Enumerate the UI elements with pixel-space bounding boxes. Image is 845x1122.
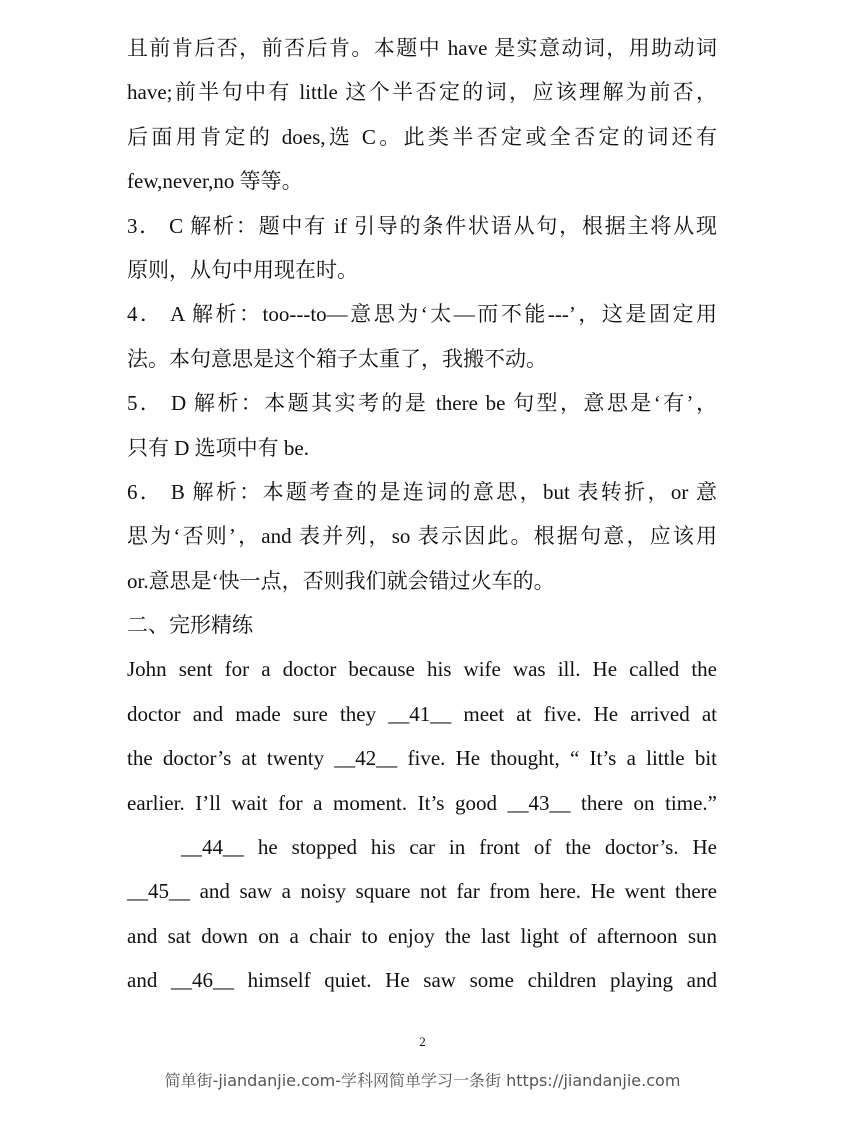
text-line: 原则，从句中用现在时。 xyxy=(127,257,358,282)
passage-line: John sent for a doctor because his wife was ill. He called the xyxy=(127,657,717,682)
section-heading: 二、完形精练 xyxy=(127,613,253,638)
text-line: 法。本句意思是这个箱子太重了，我搬不动。 xyxy=(127,346,547,371)
answer-6: 6． B 解析：本题考查的是连词的意思，but 表转折，or 意 xyxy=(127,479,717,504)
footer-watermark: 简单街-jiandanjie.com-学科网简单学习一条街 https://jiandanjie.com xyxy=(164,1071,681,1090)
passage-line: earlier. I’ll wait for a moment. It’s good __43__ there on time.” xyxy=(127,790,717,815)
text-line: 只有 D 选项中有 be. xyxy=(127,435,309,460)
page-number: 2 xyxy=(419,1034,426,1049)
text-line: or.意思是‘快一点，否则我们就会错过火车的。 xyxy=(127,568,555,593)
passage-line: doctor and made sure they __41__ meet at five. He arrived at xyxy=(127,701,717,726)
document-page xyxy=(127,26,717,1003)
text-line: have;前半句中有 little 这个半否定的词，应该理解为前否， xyxy=(127,80,717,105)
passage-line: the doctor’s at twenty __42__ five. He thought, “ It’s a little bit xyxy=(127,746,717,771)
text-line: 且前肯后否，前否后肯。本题中 have 是实意动词，用助动词 xyxy=(127,36,717,60)
passage-line: __44__ he stopped his car in front of the doctor’s. He xyxy=(181,835,717,860)
text-line: few,never,no 等等。 xyxy=(127,169,303,194)
text-line: 后面用肯定的 does,选 C。此类半否定或全否定的词还有 xyxy=(127,124,717,149)
answer-5: 5． D 解析：本题其实考的是 there be 句型，意思是‘有’， xyxy=(127,391,717,416)
text-line: 思为‘否则’，and 表并列，so 表示因此。根据句意，应该用 xyxy=(127,524,717,549)
passage-line: __45__ and saw a noisy square not far from here. He went there xyxy=(127,879,717,904)
passage-line: and __46__ himself quiet. He saw some children playing and xyxy=(127,968,717,993)
answer-3: 3． C 解析：题中有 if 引导的条件状语从句，根据主将从现 xyxy=(127,213,717,238)
passage-line: and sat down on a chair to enjoy the last light of afternoon sun xyxy=(127,923,717,948)
answer-4: 4． A 解析：too---to—意思为‘太—而不能---’，这是固定用 xyxy=(127,302,717,327)
